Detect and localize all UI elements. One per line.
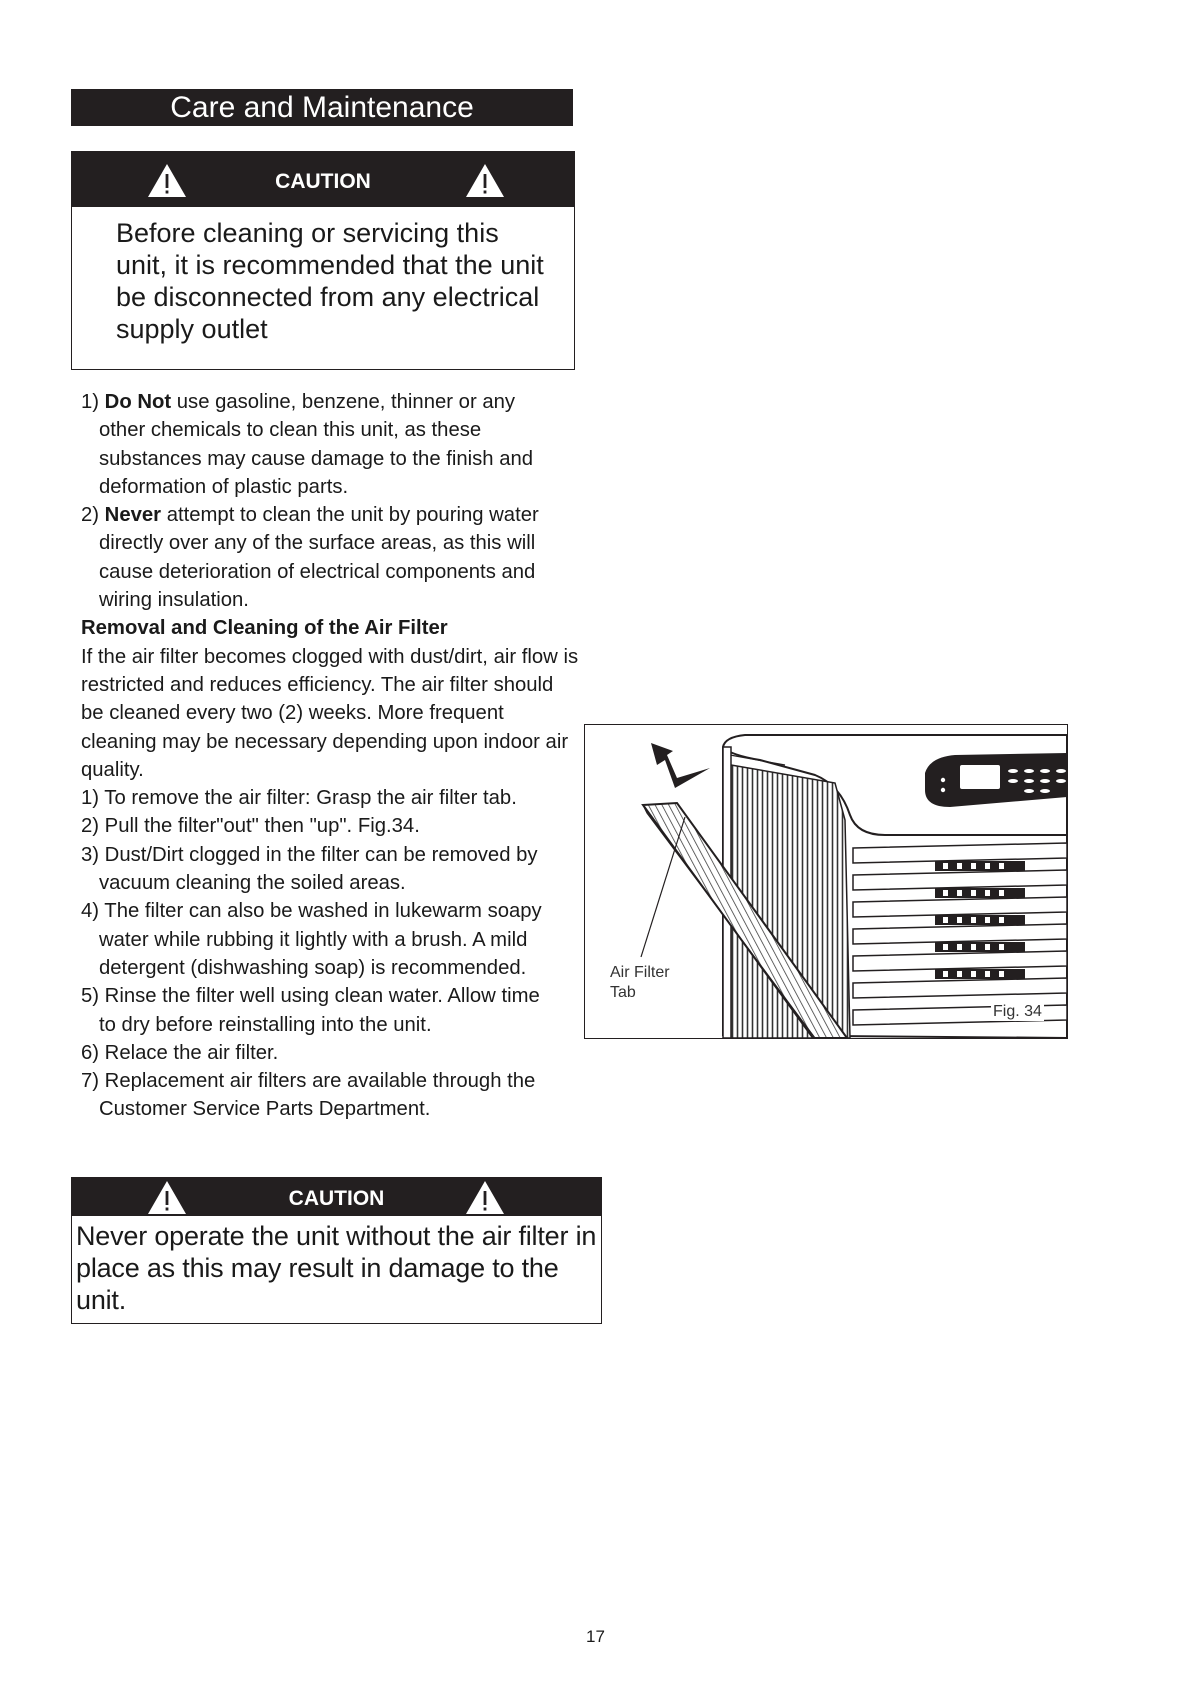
maintenance-instructions [81,388,581,1124]
step-5-cont: to dry before reinstalling into the unit. [99,1013,432,1036]
warning-triangle-icon [465,163,505,198]
warning-item-1-bold: Do Not [104,391,172,413]
step-3-cont: vacuum cleaning the soiled areas. [99,872,406,895]
step-7: 7) Replacement air filters are available through the [81,1070,536,1093]
air-filter-tab-label: Air Filter Tab [610,964,670,1001]
caution-text: Never operate the unit without the air filter in place as this may result in damage to the unit. [76,1221,597,1315]
page-number: 17 [586,1627,605,1646]
caution-box-disconnect [71,151,575,370]
step-4-cont: water while rubbing it lightly with a brush. A mild detergent (dishwashing soap) is recommended. [99,928,528,979]
page-title: Care and Maintenance [71,89,573,126]
warning-item-2-cont: directly over any of the surface areas, as this will cause deterioration of electrical components and wiring insulation. [99,532,536,612]
step-2: 2) Pull the filter"out" then "up". Fig.34. [81,815,420,838]
caution-header [72,152,574,207]
warning-item-2: 2) Never attempt to clean the unit by pouring water [81,504,539,527]
section-intro: If the air filter becomes clogged with dust/dirt, air flow is restricted and reduces efficiency. The air filter should be cleaned every two (2) weeks. More frequent cleaning may be necessary depending upon indoor air quality. [81,645,579,781]
caution-text: Before cleaning or servicing this unit, it is recommended that the unit be disconnected from any electrical supply outlet [116,218,544,344]
warning-item-1: 1) Do Not use gasoline, benzene, thinner or any [81,391,516,413]
step-6: 6) Relace the air filter. [81,1041,279,1064]
step-1: 1) To remove the air filter: Grasp the air filter tab. [81,787,517,810]
caution-header [72,1178,601,1216]
warning-triangle-icon [465,1180,505,1215]
caution-label: CAUTION [288,1187,385,1210]
figure-34-air-filter [584,724,1068,1039]
caution-label: CAUTION [275,170,371,193]
figure-caption: Fig. 34 [993,1003,1042,1020]
warning-item-2-bold: Never [104,504,162,527]
caution-box-filter [71,1177,602,1324]
section-heading: Removal and Cleaning of the Air Filter [81,617,448,640]
step-4: 4) The filter can also be washed in lukewarm soapy [81,900,542,923]
step-3: 3) Dust/Dirt clogged in the filter can be removed by [81,843,538,866]
step-7-cont: Customer Service Parts Department. [99,1098,431,1121]
step-5: 5) Rinse the filter well using clean water. Allow time [81,985,540,1008]
warning-item-1-cont: other chemicals to clean this unit, as these substances may cause damage to the finish and deformation of plastic parts. [99,419,534,498]
